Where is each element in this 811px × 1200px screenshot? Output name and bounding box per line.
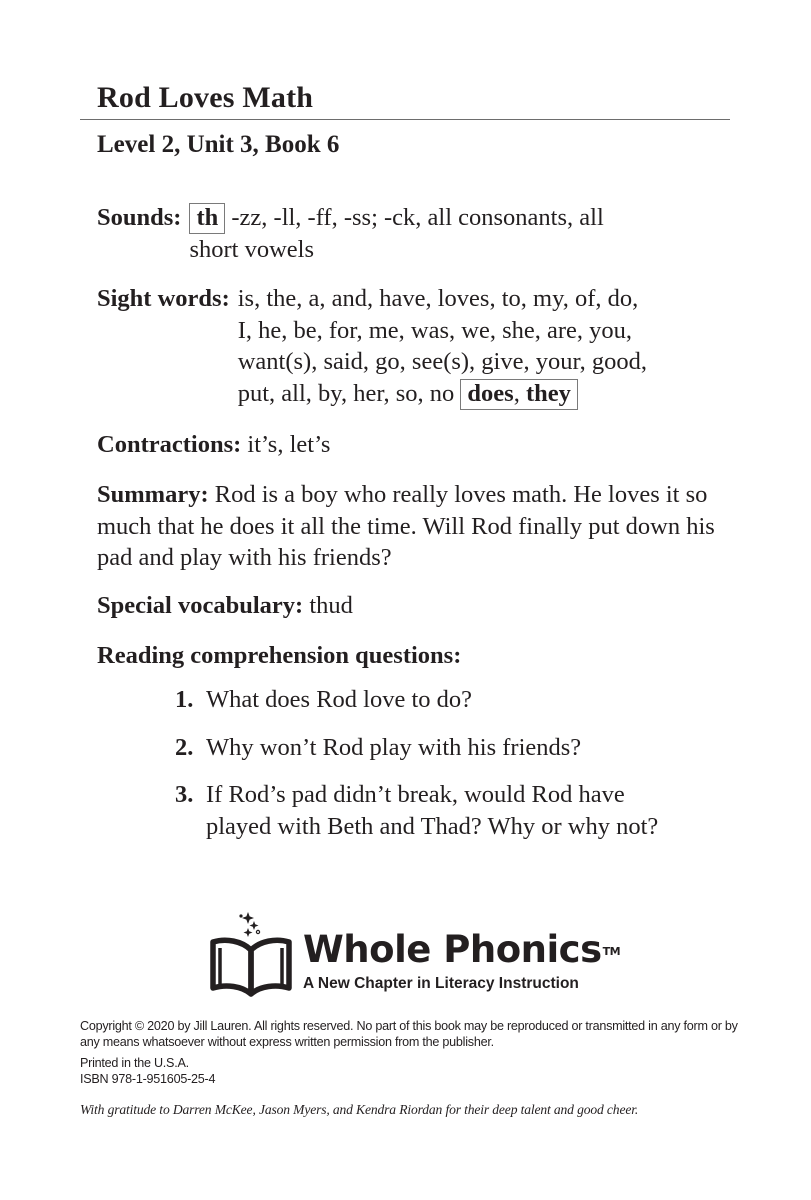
copyright-notice: Copyright © 2020 by Jill Lauren. All rights reserved. No part of this book may be reproduced or transmitted in any form or by any means whatsoever without express written permission from the publisher. (80, 1019, 738, 1049)
open-book-sparkles-icon (208, 908, 294, 998)
brand-tagline: A New Chapter in Literacy Instruction (303, 975, 579, 992)
new-sight-words-box (460, 379, 577, 410)
question-number: 2. (175, 733, 194, 761)
sight-words-line-1: is, the, a, and, have, loves, to, my, of, do, (237, 285, 639, 312)
contractions-value: it’s, let’s (241, 431, 331, 458)
sounds-value (189, 202, 737, 266)
print-info (80, 1056, 740, 1087)
brand-text: Whole Phonics (303, 928, 602, 971)
acknowledgements: With gratitude to Darren McKee, Jason Myers, and Kendra Riordan for their deep talent and good cheer. (80, 1102, 639, 1117)
sounds-section (97, 202, 737, 266)
brand-name (303, 930, 620, 970)
title-divider (80, 119, 730, 120)
question-text: Why won’t Rod play with his friends? (206, 733, 582, 761)
reading-comprehension-heading (97, 640, 737, 672)
reading-comprehension-label: Reading comprehension questions: (97, 642, 462, 669)
special-vocabulary-label: Special vocabulary: (97, 592, 304, 619)
new-sight-word-1: does (467, 379, 514, 407)
contractions-label: Contractions: (97, 431, 242, 458)
summary-label: Summary: (97, 481, 209, 508)
book-level: Level 2, Unit 3, Book 6 (97, 131, 340, 158)
sight-words-value (238, 283, 737, 410)
book-title: Rod Loves Math (97, 81, 314, 114)
sight-words-line-2: I, he, be, for, me, was, we, she, are, you, (237, 316, 633, 344)
special-vocabulary-section (97, 590, 737, 622)
new-sight-word-separator: , (513, 379, 520, 407)
isbn: ISBN 978-1-951605-25-4 (80, 1071, 216, 1086)
new-sight-word-2: they (519, 379, 571, 407)
question-item (175, 779, 695, 842)
sounds-line-1: -zz, -ll, -ff, -ss; -ck, all consonants, all (225, 204, 604, 231)
question-text: What does Rod love to do? (206, 686, 473, 713)
question-number: 3. (175, 781, 194, 808)
special-vocabulary-value: thud (303, 592, 353, 619)
sounds-label: Sounds: (97, 204, 182, 231)
sight-words-section (97, 283, 737, 410)
question-item (175, 684, 695, 716)
summary-section (97, 479, 737, 574)
sounds-line-2: short vowels (189, 236, 314, 263)
question-number: 1. (175, 686, 194, 713)
comprehension-question-list (175, 684, 695, 858)
sight-words-label: Sight words: (97, 285, 230, 312)
question-text: If Rod’s pad didn’t break, would Rod have played with Beth and Thad? Why or why not? (206, 781, 659, 840)
trademark-symbol: TM (602, 945, 621, 958)
question-item (175, 732, 695, 764)
whole-phonics-logo (208, 908, 621, 1000)
contractions-section (97, 429, 737, 461)
summary-value: Rod is a boy who really loves math. He loves it so much that he does it all the time. Will Rod finally put down his pad and play with his friends? (97, 481, 715, 571)
printed-in: Printed in the U.S.A. (80, 1056, 189, 1070)
new-sound-box: th (189, 203, 225, 234)
sight-words-line-3: want(s), said, go, see(s), give, your, good, (237, 348, 648, 375)
sight-words-line-4: put, all, by, her, so, no (237, 379, 461, 407)
